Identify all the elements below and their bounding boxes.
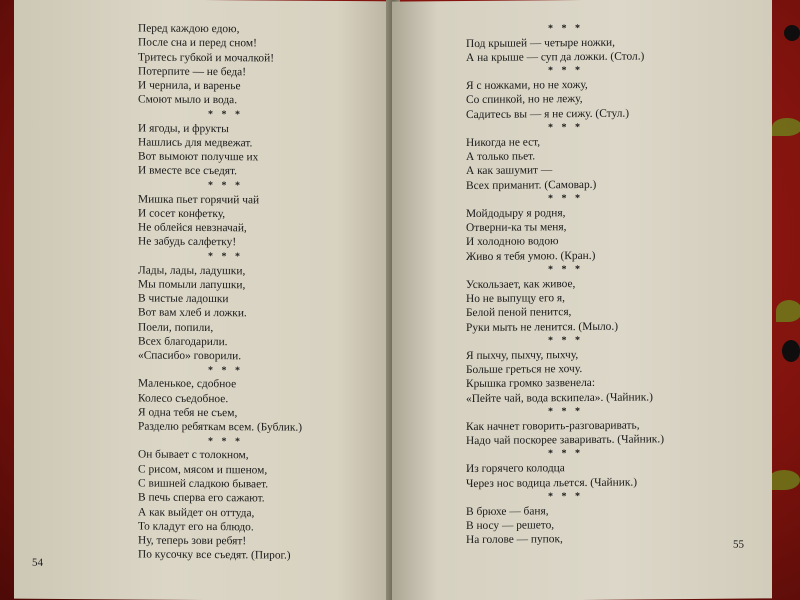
poem-stanza xyxy=(466,460,756,491)
tablecloth-berry xyxy=(784,25,800,41)
left-text-column xyxy=(138,22,388,565)
stanza-separator: * * * xyxy=(548,193,583,205)
poem-line: Я с ножками, но не хожу, xyxy=(466,79,588,93)
poem-line: Вот вам хлеб и ложки. xyxy=(138,306,247,320)
tablecloth-leaf xyxy=(772,118,800,136)
stanza-separator: * * * xyxy=(548,406,583,418)
poem-line: И холодною водою xyxy=(466,235,559,249)
poem-line: Колесо съедобное. xyxy=(138,392,229,405)
poem-line: Смоют мыло и вода. xyxy=(138,94,238,107)
tablecloth-leaf xyxy=(768,470,800,490)
poem-line: И сосет конфетку, xyxy=(138,207,226,221)
poem-line: Я одна тебя не съем, xyxy=(138,406,238,420)
poem-stanza xyxy=(138,22,388,110)
poem-line: То кладут его на блюдо. xyxy=(138,520,254,534)
stanza-separator: * * * xyxy=(208,364,243,376)
poem-line: На голове — пупок, xyxy=(466,533,563,547)
poem-stanza xyxy=(466,346,756,406)
poem-line: Через нос водица льется. (Чайник.) xyxy=(466,476,637,490)
poem-line: Из горячего колодца xyxy=(466,462,565,476)
poem-line: Но не выпущу его я, xyxy=(466,292,565,306)
poem-line: В чистые ладошки xyxy=(138,292,229,306)
poem-stanza xyxy=(138,192,388,251)
page-number-left: 54 xyxy=(32,556,43,569)
poem-line: С рисом, мясом и пшеном, xyxy=(138,463,268,477)
poem-line: И вместе все съедят. xyxy=(138,165,238,178)
poem-line: Ускользает, как живое, xyxy=(466,277,576,291)
poem-line: Живо я тебя умою. (Кран.) xyxy=(466,249,596,263)
poem-line: Садитесь вы — я не сижу. (Стул.) xyxy=(466,107,630,121)
stanza-separator: * * * xyxy=(548,448,583,460)
poem-line: После сна и перед сном! xyxy=(138,36,257,50)
poem-line: Белой пеной пенится, xyxy=(466,306,572,320)
poem-stanza xyxy=(466,204,756,264)
poem-stanza xyxy=(466,77,756,122)
right-text-column xyxy=(466,20,756,547)
poem-line: Мойдодыру я родня, xyxy=(466,207,566,220)
poem-line: Не забудь салфетку! xyxy=(138,235,237,249)
poem-line: Мы помыли лапушки, xyxy=(138,278,246,292)
poem-stanza xyxy=(466,133,756,193)
poem-line: Перед каждою едою, xyxy=(138,22,240,36)
poem-line: Как начнет говорить-разговаривать, xyxy=(466,419,640,433)
poem-line: Потерпите — не беда! xyxy=(138,65,247,79)
poem-line: В носу — решето, xyxy=(466,519,555,532)
poem-line: Больше греться не хочу. xyxy=(466,363,583,377)
poem-line: Мишка пьет горячий чай xyxy=(138,193,260,206)
poem-stanza xyxy=(466,275,756,335)
poem-line: «Спасибо» говорили. xyxy=(138,349,242,363)
poem-line: Маленькое, сдобное xyxy=(138,377,237,391)
poem-line: «Пейте чай, вода вскипела». (Чайник.) xyxy=(466,391,653,405)
poem-line: Тритесь губкой и мочалкой! xyxy=(138,51,274,65)
poem-line: Всех приманит. (Самовар.) xyxy=(466,178,597,192)
poem-line: А как зашумит — xyxy=(466,164,553,178)
stanza-separator: * * * xyxy=(208,435,243,447)
poem-line: Нашлись для медвежат. xyxy=(138,136,253,150)
stanza-separator: * * * xyxy=(208,179,243,192)
poem-line: В печь сперва его сажают. xyxy=(138,491,265,505)
poem-line: Надо чай поскорее заваривать. (Чайник.) xyxy=(466,433,664,448)
stanza-separator: * * * xyxy=(548,122,583,134)
poem-line: Никогда не ест, xyxy=(466,136,541,149)
stanza-separator: * * * xyxy=(548,264,583,276)
poem-line: А только пьет. xyxy=(466,150,536,164)
poem-stanza xyxy=(466,502,756,547)
poem-line: А как выйдет он оттуда, xyxy=(138,506,255,519)
poem-line: Я пыхчу, пыхчу, пыхчу, xyxy=(466,348,579,362)
poem-line: А на крыше — суп да ложки. (Стол.) xyxy=(466,50,645,65)
poem-line: Руки мыть не ленится. (Мыло.) xyxy=(466,320,619,334)
poem-line: Со спинкой, но не лежу, xyxy=(466,93,583,107)
poem-stanza xyxy=(138,121,388,180)
poem-line: В брюхе — баня, xyxy=(466,504,549,518)
stanza-separator: * * * xyxy=(548,65,583,77)
poem-line: Поели, попили, xyxy=(138,321,214,334)
poem-line: Отверни-ка ты меня, xyxy=(466,221,567,235)
poem-line: И ягоды, и фрукты xyxy=(138,122,229,135)
poem-line: Вот вымоют получше их xyxy=(138,150,259,164)
stanza-separator: * * * xyxy=(208,250,243,263)
poem-line: Под крышей — четыре ножки, xyxy=(466,36,615,50)
poem-stanza xyxy=(466,417,756,448)
poem-line: По кусочку все съедят. (Пирог.) xyxy=(138,549,291,563)
poem-line: Ну, теперь зови ребят! xyxy=(138,534,247,548)
stanza-separator: * * * xyxy=(548,490,583,503)
tablecloth-leaf xyxy=(776,300,800,322)
tablecloth-berry xyxy=(782,340,800,362)
left-page xyxy=(14,0,394,600)
poem-line: Крышка громко зазвенела: xyxy=(466,377,596,391)
poem-stanza xyxy=(466,34,756,65)
poem-line: Всех благодарили. xyxy=(138,335,228,349)
poem-line: Лады, лады, ладушки, xyxy=(138,264,246,277)
poem-stanza xyxy=(138,263,388,365)
poem-stanza xyxy=(138,377,388,436)
poem-stanza xyxy=(138,448,388,564)
stanza-separator: * * * xyxy=(548,22,583,35)
page-number-right: 55 xyxy=(733,538,744,551)
stanza-separator: * * * xyxy=(548,335,583,347)
poem-line: И чернила, и варенье xyxy=(138,79,241,93)
poem-line: Разделю ребяткам всем. (Бублик.) xyxy=(138,420,303,434)
stanza-separator: * * * xyxy=(208,108,243,121)
poem-line: Он бывает с толокном, xyxy=(138,448,249,462)
poem-line: С вишней сладкою бывает. xyxy=(138,477,269,491)
poem-line: Не облейся невзначай, xyxy=(138,221,247,235)
right-page xyxy=(392,0,772,600)
